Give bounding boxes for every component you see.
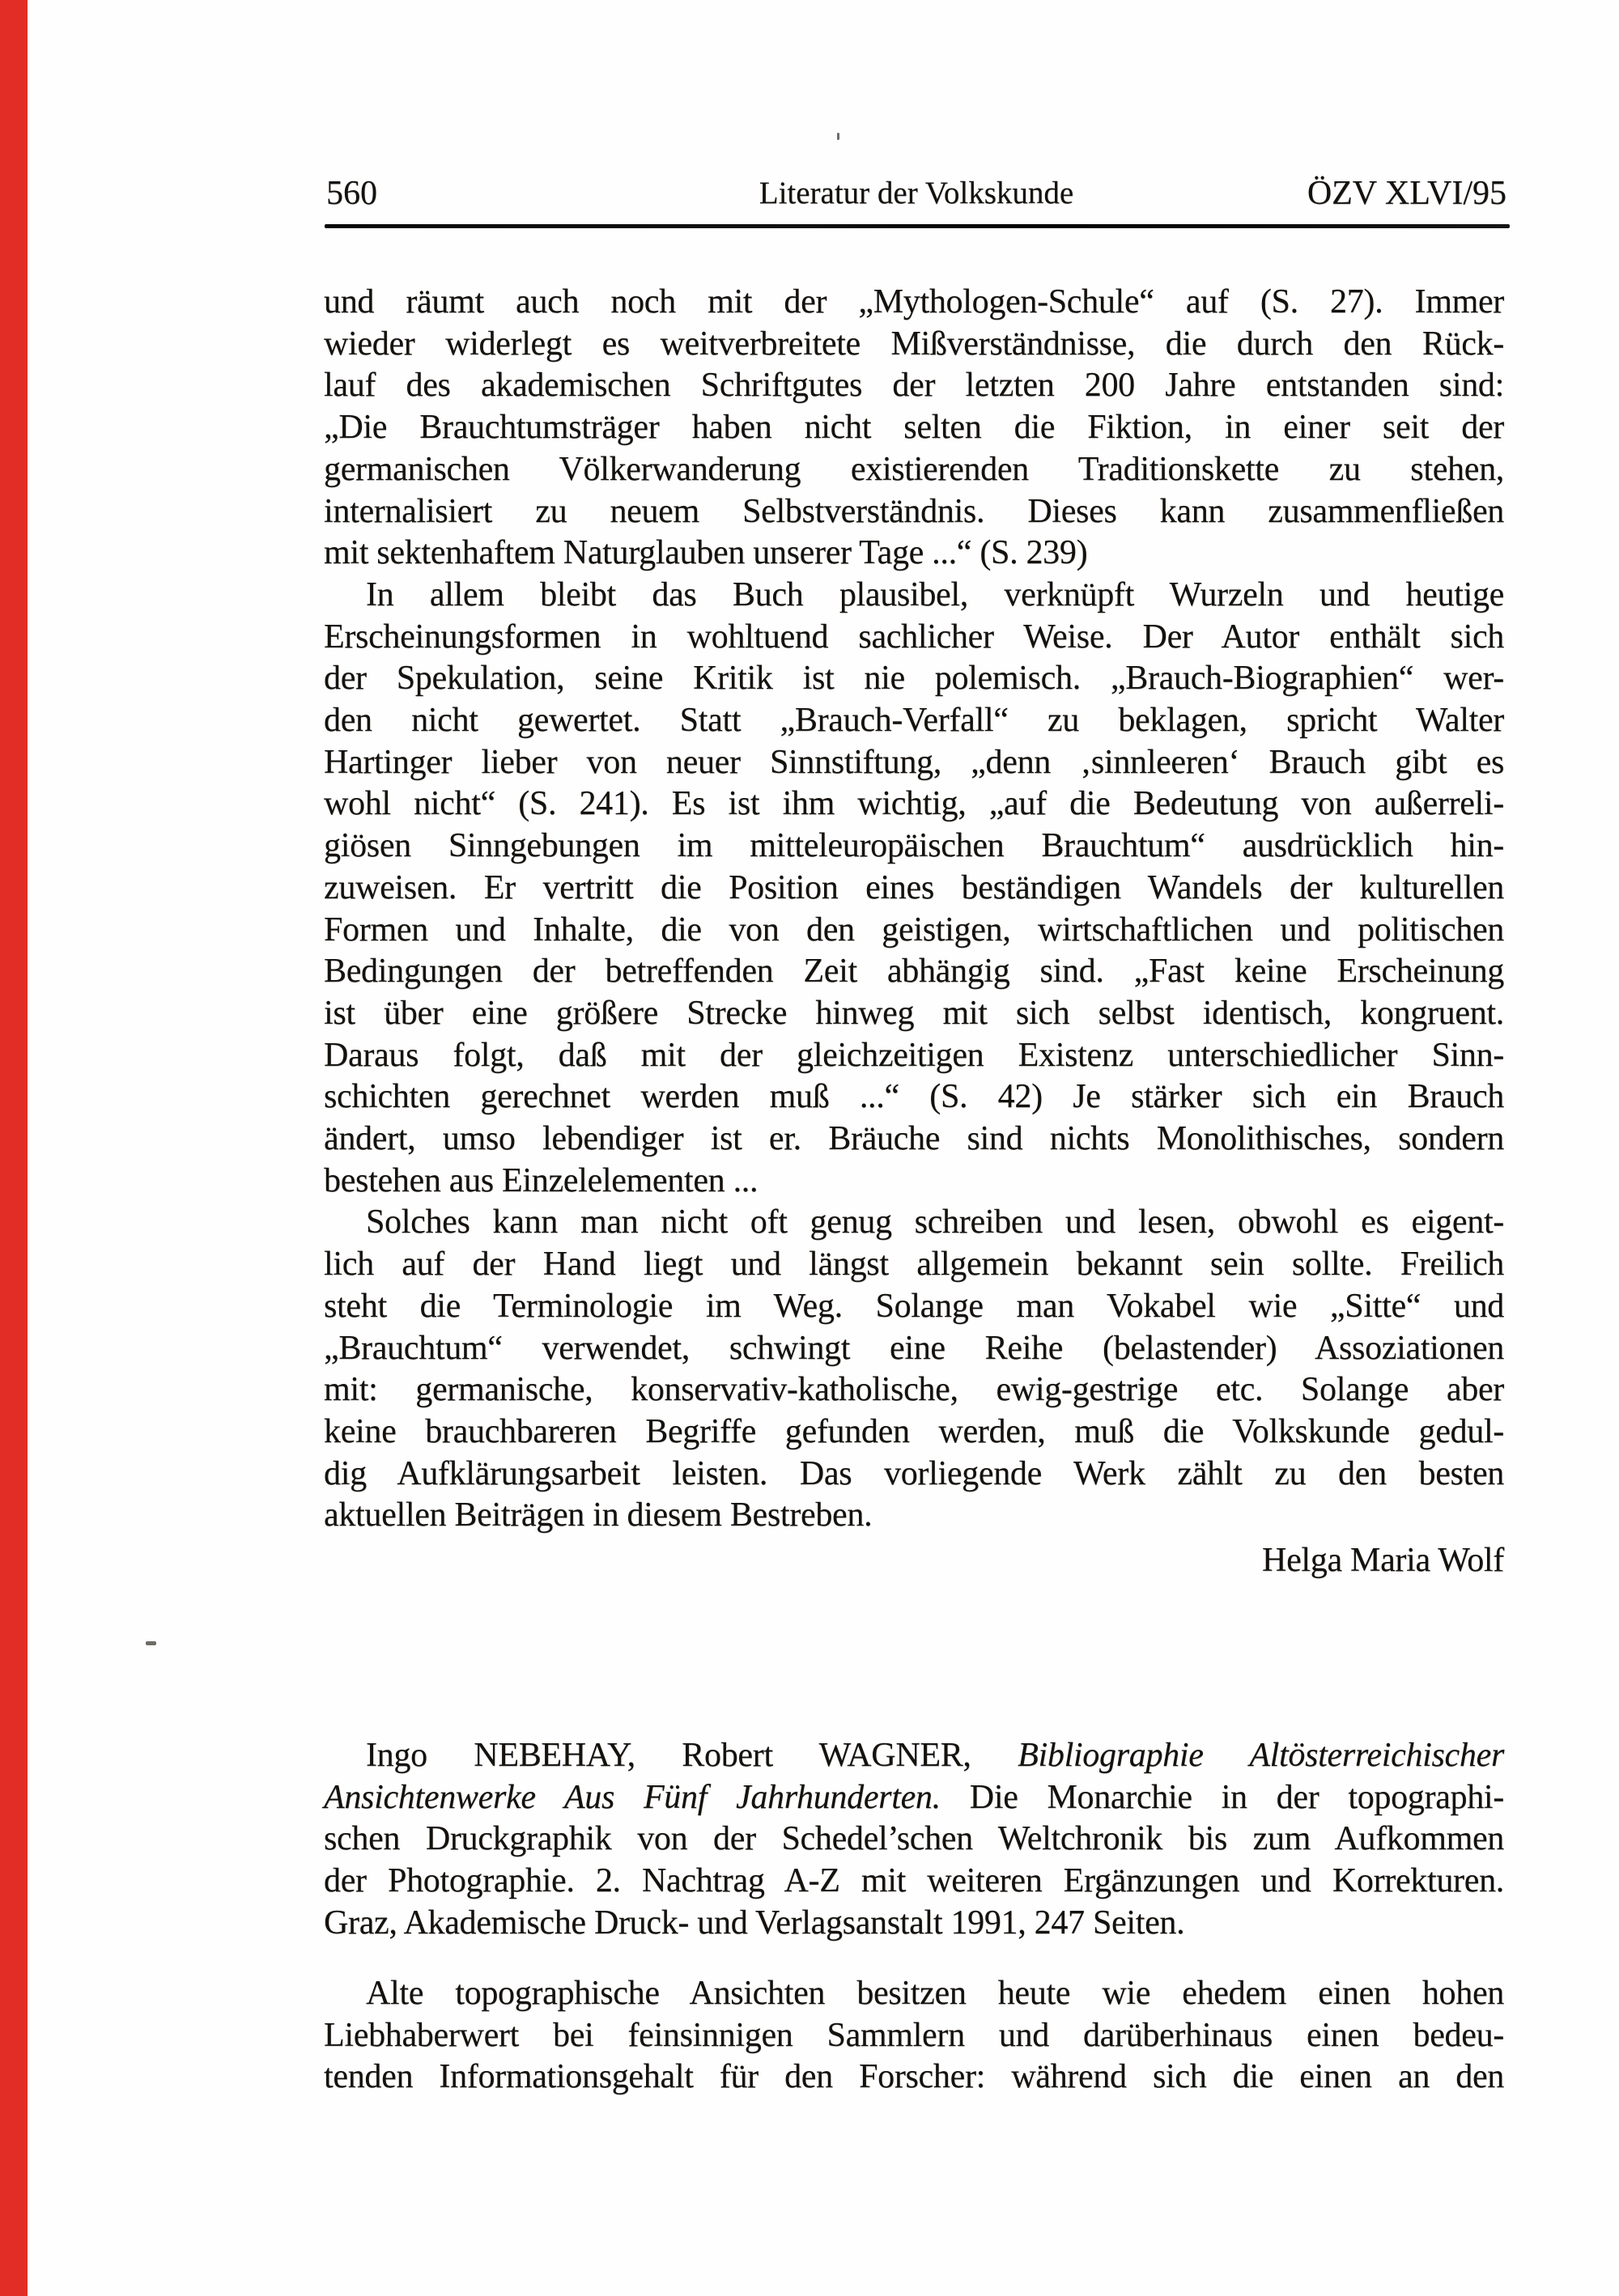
text-segment: Erscheinungsformen in wohltuend sachlicher Weise. Der Autor enthält sich	[324, 618, 1504, 656]
text-segment: Ingo NEBEHAY, Robert WAGNER,	[366, 1737, 1018, 1774]
page-header	[326, 175, 1506, 212]
text-segment: Formen und Inhalte, die von den geistigen, wirtschaftlichen und politischen	[324, 910, 1504, 949]
italic-text-segment: Ansichtenwerke Aus Fünf Jahrhunderten.	[324, 1778, 941, 1816]
text-line	[324, 1244, 1504, 1286]
text-segment: Alte topographische Ansichten besitzen heute wie ehedem einen hohen	[366, 1975, 1504, 2012]
text-segment: Die Monarchie in der topographi-	[940, 1778, 1504, 1816]
text-line	[324, 742, 1504, 784]
text-line	[324, 1328, 1504, 1370]
text-line	[324, 449, 1504, 491]
text-segment: wohl nicht“ (S. 241). Es ist ihm wichtig, „auf die Bedeutung von außerreli-	[324, 785, 1504, 823]
text-line	[324, 1286, 1504, 1328]
text-line	[324, 1973, 1504, 2015]
text-line	[324, 1076, 1504, 1118]
text-segment: lich auf der Hand liegt und längst allgemein bekannt sein sollte. Freilich	[324, 1246, 1504, 1284]
text-line	[324, 1202, 1504, 1244]
text-line	[324, 1903, 1504, 1945]
page-number: 560	[326, 175, 377, 212]
text-segment: „Brauchtum“ verwendet, schwingt eine Reihe (belastender) Assoziationen	[324, 1329, 1504, 1367]
text-segment: Hartinger lieber von neuer Sinnstiftung, „denn ‚sinnleeren‘ Brauch gibt es	[324, 743, 1504, 781]
text-line	[324, 1161, 1504, 1203]
text-segment: ändert, umso lebendiger ist er. Bräuche sind nichts Monolithisches, sondern	[324, 1120, 1504, 1158]
text-segment: tenden Informationsgehalt für den Forscher: während sich die einen an den	[324, 2058, 1504, 2096]
text-line	[324, 1735, 1504, 1777]
text-segment: schen Druckgraphik von der Schedel’schen Weltchronik bis zum Aufkommen	[324, 1820, 1504, 1858]
text-segment: der Photographie. 2. Nachtrag A-Z mit weiteren Ergänzungen und Korrekturen.	[324, 1862, 1504, 1900]
text-line	[324, 1495, 1504, 1537]
text-line	[324, 993, 1504, 1035]
text-segment: mit sektenhaftem Naturglauben unserer Tage ...“ (S. 239)	[324, 534, 1088, 572]
running-title: Literatur der Volkskunde	[759, 176, 1074, 210]
text-line	[324, 2056, 1504, 2099]
journal-reference: ÖZV XLVI/95	[1307, 175, 1506, 212]
text-segment: und räumt auch noch mit der „Mythologen-Schule“ auf (S. 27). Immer	[324, 283, 1504, 320]
text-line	[324, 2015, 1504, 2057]
text-line	[324, 951, 1504, 993]
scan-artifact-dot	[837, 133, 839, 140]
text-line	[324, 868, 1504, 910]
header-rule	[325, 224, 1510, 228]
text-segment: zuweisen. Er vertritt die Position eines beständigen Wandels der kulturellen	[324, 868, 1504, 906]
text-segment: ist über eine größere Strecke hinweg mit sich selbst identisch, kongruent.	[324, 994, 1504, 1032]
text-line	[324, 575, 1504, 617]
text-segment: der Spekulation, seine Kritik ist nie polemisch. „Brauch-Biographien“ wer-	[324, 660, 1504, 698]
text-segment: aktuellen Beiträgen in diesem Bestreben.	[324, 1496, 873, 1534]
text-segment: „Die Brauchtumsträger haben nicht selten die Fiktion, in einer seit der	[324, 409, 1504, 447]
text-line	[324, 783, 1504, 825]
text-line	[324, 282, 1504, 324]
bibliography-entry	[324, 1735, 1504, 1945]
text-line	[324, 324, 1504, 366]
reviewer-signature: Helga Maria Wolf	[1262, 1542, 1504, 1579]
text-line	[324, 533, 1504, 575]
review-body-text	[324, 282, 1504, 1537]
left-margin-red-bar	[0, 0, 28, 2296]
text-segment: In allem bleibt das Buch plausibel, verknüpft Wurzeln und heutige	[366, 575, 1504, 613]
text-segment: keine brauchbareren Begriffe gefunden werden, muß die Volkskunde gedul-	[324, 1412, 1504, 1450]
text-line	[324, 700, 1504, 742]
text-line	[324, 1454, 1504, 1496]
text-line	[324, 658, 1504, 700]
text-segment: Bedingungen der betreffenden Zeit abhängig sind. „Fast keine Erscheinung	[324, 953, 1504, 991]
text-segment: dig Aufklärungsarbeit leisten. Das vorliegende Werk zählt zu den besten	[324, 1454, 1504, 1492]
text-line	[324, 1777, 1504, 1819]
text-line	[324, 1819, 1504, 1861]
text-segment: Graz, Akademische Druck- und Verlagsanstalt 1991, 247 Seiten.	[324, 1903, 1185, 1942]
text-line	[324, 491, 1504, 533]
text-segment: internalisiert zu neuem Selbstverständnis. Dieses kann zusammenfließen	[324, 492, 1504, 530]
text-segment: den nicht gewertet. Statt „Brauch-Verfall“ zu beklagen, spricht Walter	[324, 702, 1504, 740]
text-line	[324, 1411, 1504, 1454]
italic-text-segment: Bibliographie Altösterreichischer	[1018, 1737, 1504, 1774]
text-line	[324, 825, 1504, 868]
next-review-opening-text	[324, 1973, 1504, 2099]
text-segment: Liebhaberwert bei feinsinnigen Sammlern und darüberhinaus einen bedeu-	[324, 2016, 1504, 2054]
text-line	[324, 1118, 1504, 1161]
text-line	[324, 1035, 1504, 1077]
text-line	[324, 365, 1504, 407]
text-segment: Solches kann man nicht oft genug schreiben und lesen, obwohl es eigent-	[366, 1203, 1504, 1241]
text-line	[324, 1369, 1504, 1411]
text-segment: schichten gerechnet werden muß ...“ (S. 42) Je stärker sich ein Brauch	[324, 1078, 1504, 1116]
text-segment: lauf des akademischen Schriftgutes der letzten 200 Jahre entstanden sind:	[324, 367, 1504, 405]
text-segment: wieder widerlegt es weitverbreitete Mißverständnisse, die durch den Rück-	[324, 325, 1504, 363]
text-segment: bestehen aus Einzelelementen ...	[324, 1161, 759, 1199]
text-segment: germanischen Völkerwanderung existierenden Traditionskette zu stehen,	[324, 450, 1504, 488]
text-line	[324, 407, 1504, 449]
text-line	[324, 910, 1504, 952]
text-segment: steht die Terminologie im Weg. Solange man Vokabel wie „Sitte“ und	[324, 1287, 1504, 1325]
text-segment: mit: germanische, konservativ-katholische, ewig-gestrige etc. Solange aber	[324, 1371, 1504, 1409]
text-line	[324, 617, 1504, 659]
text-segment: giösen Sinngebungen im mitteleuropäischen Brauchtum“ ausdrücklich hin-	[324, 827, 1504, 865]
text-segment: Daraus folgt, daß mit der gleichzeitigen Existenz unterschiedlicher Sinn-	[324, 1036, 1504, 1074]
text-line	[324, 1861, 1504, 1903]
scan-artifact-dash	[146, 1641, 156, 1645]
